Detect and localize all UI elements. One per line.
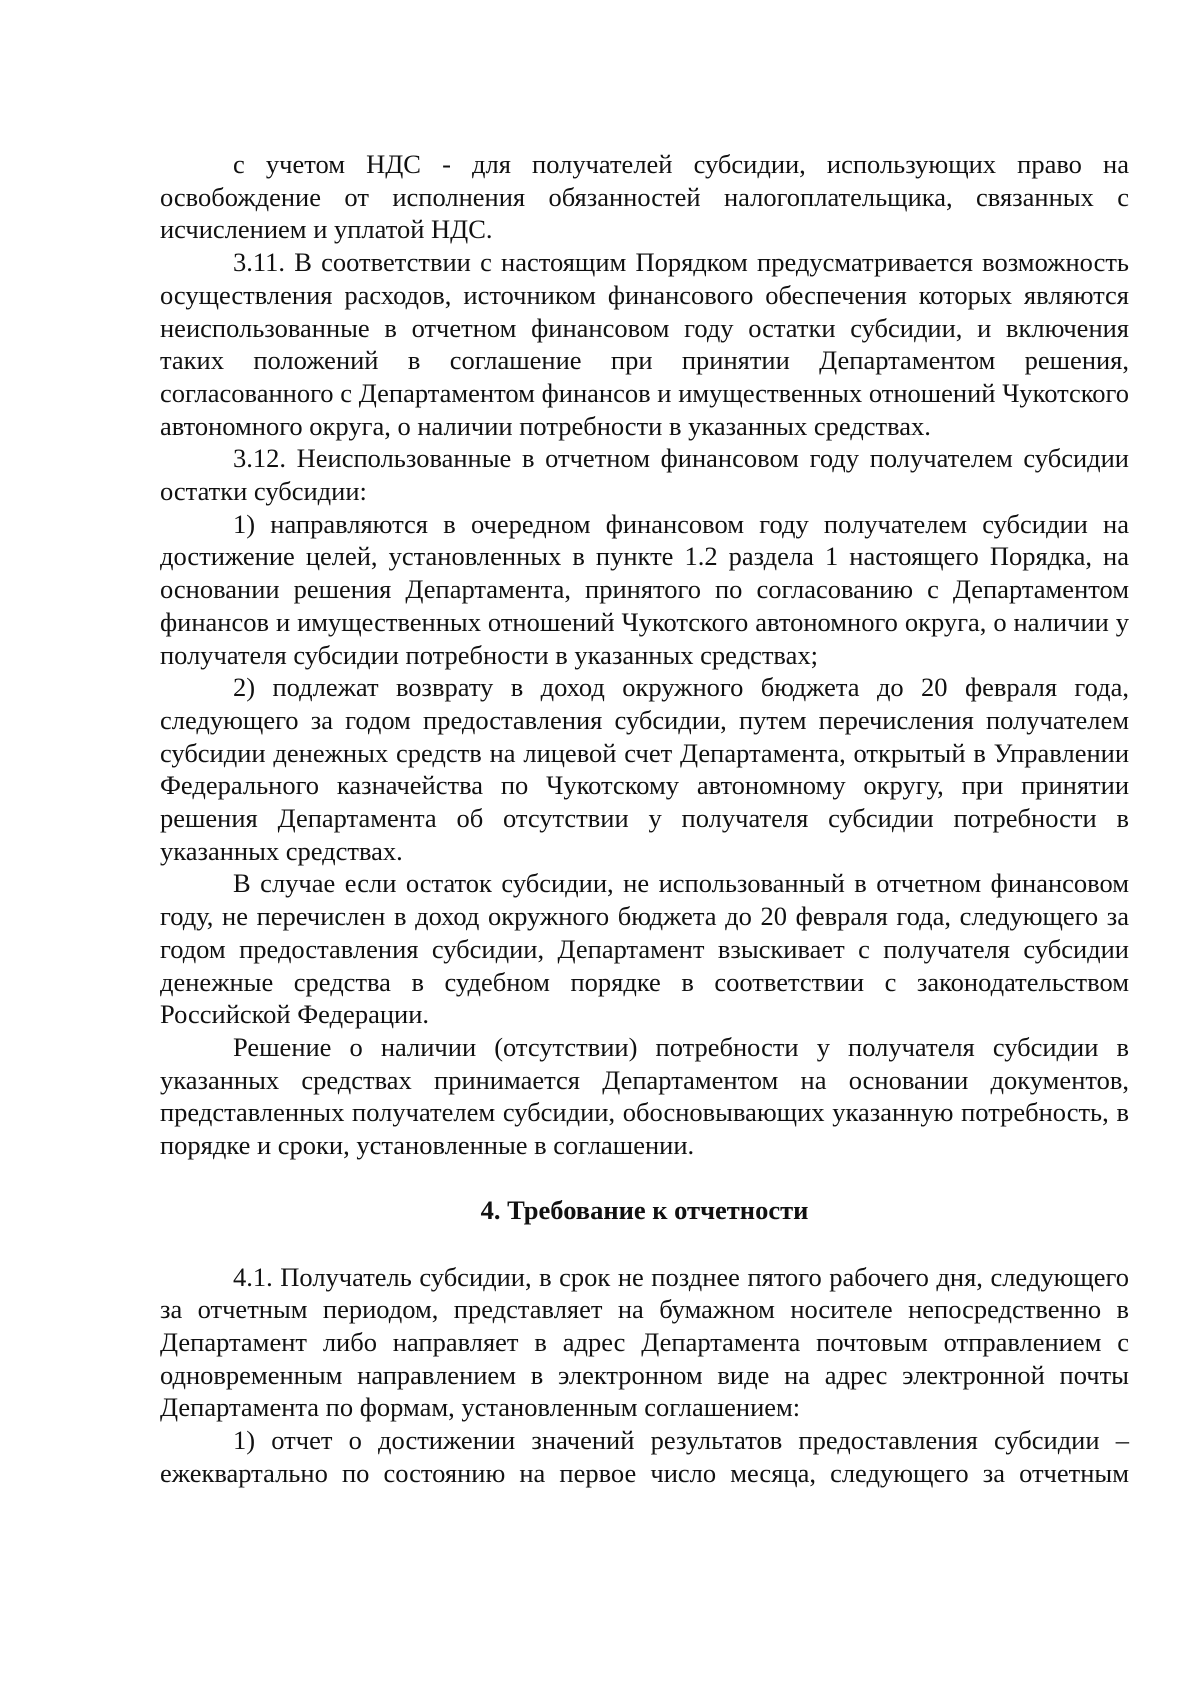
paragraph-3-11: 3.11. В соответствии с настоящим Порядком предусматривается возможность осуществления расходов, источником финансового обеспечения которых являются неиспользованные в отчетном финансовом году остатки субсидии, и включения таких положений в соглашение при принятии Департаментом решения, согласованного с Департаментом финансов и имущественных отношений Чукотского автономного округа, о наличии потребности в указанных средствах. [160,247,1129,441]
paragraph-vat-note: с учетом НДС - для получателей субсидии, использующих право на освобождение от исполнения обязанностей налогоплательщика, связанных с исчислением и уплатой НДС. [160,149,1129,245]
paragraph-3-12-item-2: 2) подлежат возврату в доход окружного бюджета до 20 февраля года, следующего за годом предоставления субсидии, путем перечисления получателем субсидии денежных средств на лицевой счет Департамента, открытый в Управлении Федерального казначейства по Чукотскому автономному округу, при принятии решения Департамента об отсутствии у получателя субсидии потребности в указанных средствах. [160,672,1129,866]
paragraph-3-12: 3.12. Неиспользованные в отчетном финансовом году получателем субсидии остатки субсидии: [160,443,1129,507]
paragraph-recovery: В случае если остаток субсидии, не использованный в отчетном финансовом году, не перечислен в доход окружного бюджета до 20 февраля года, следующего за годом предоставления субсидии, Департамент взыскивает с получателя субсидии денежные средства в судебном порядке в соответствии с законодательством Российской Федерации. [160,868,1129,1030]
paragraph-4-1-item-1: 1) отчет о достижении значений результатов предоставления субсидии – ежеквартально по состоянию на первое число месяца, следующего за отчетным [160,1425,1129,1488]
paragraph-4-1: 4.1. Получатель субсидии, в срок не позднее пятого рабочего дня, следующего за отчетным периодом, представляет на бумажном носителе непосредственно в Департамент либо направляет в адрес Департамента почтовым отправлением с одновременным направлением в электронном виде на адрес электронной почты Департамента по формам, установленным соглашением: [160,1261,1129,1423]
section-heading-4: 4. Требование к отчетности [480,1194,809,1225]
paragraph-3-12-item-1: 1) направляются в очередном финансовом году получателем субсидии на достижение целей, установленных в пункте 1.2 раздела 1 настоящего Порядка, на основании решения Департамента, принятого по согласованию с Департаментом финансов и имущественных отношений Чукотского автономного округа, о наличии у получателя субсидии потребности в указанных средствах; [160,508,1129,670]
paragraph-decision: Решение о наличии (отсутствии) потребности у получателя субсидии в указанных средствах принимается Департаментом на основании документов, представленных получателем субсидии, обосновывающих указанную потребность, в порядке и сроки, установленные в соглашении. [160,1031,1129,1161]
document-page [160,148,1129,1489]
